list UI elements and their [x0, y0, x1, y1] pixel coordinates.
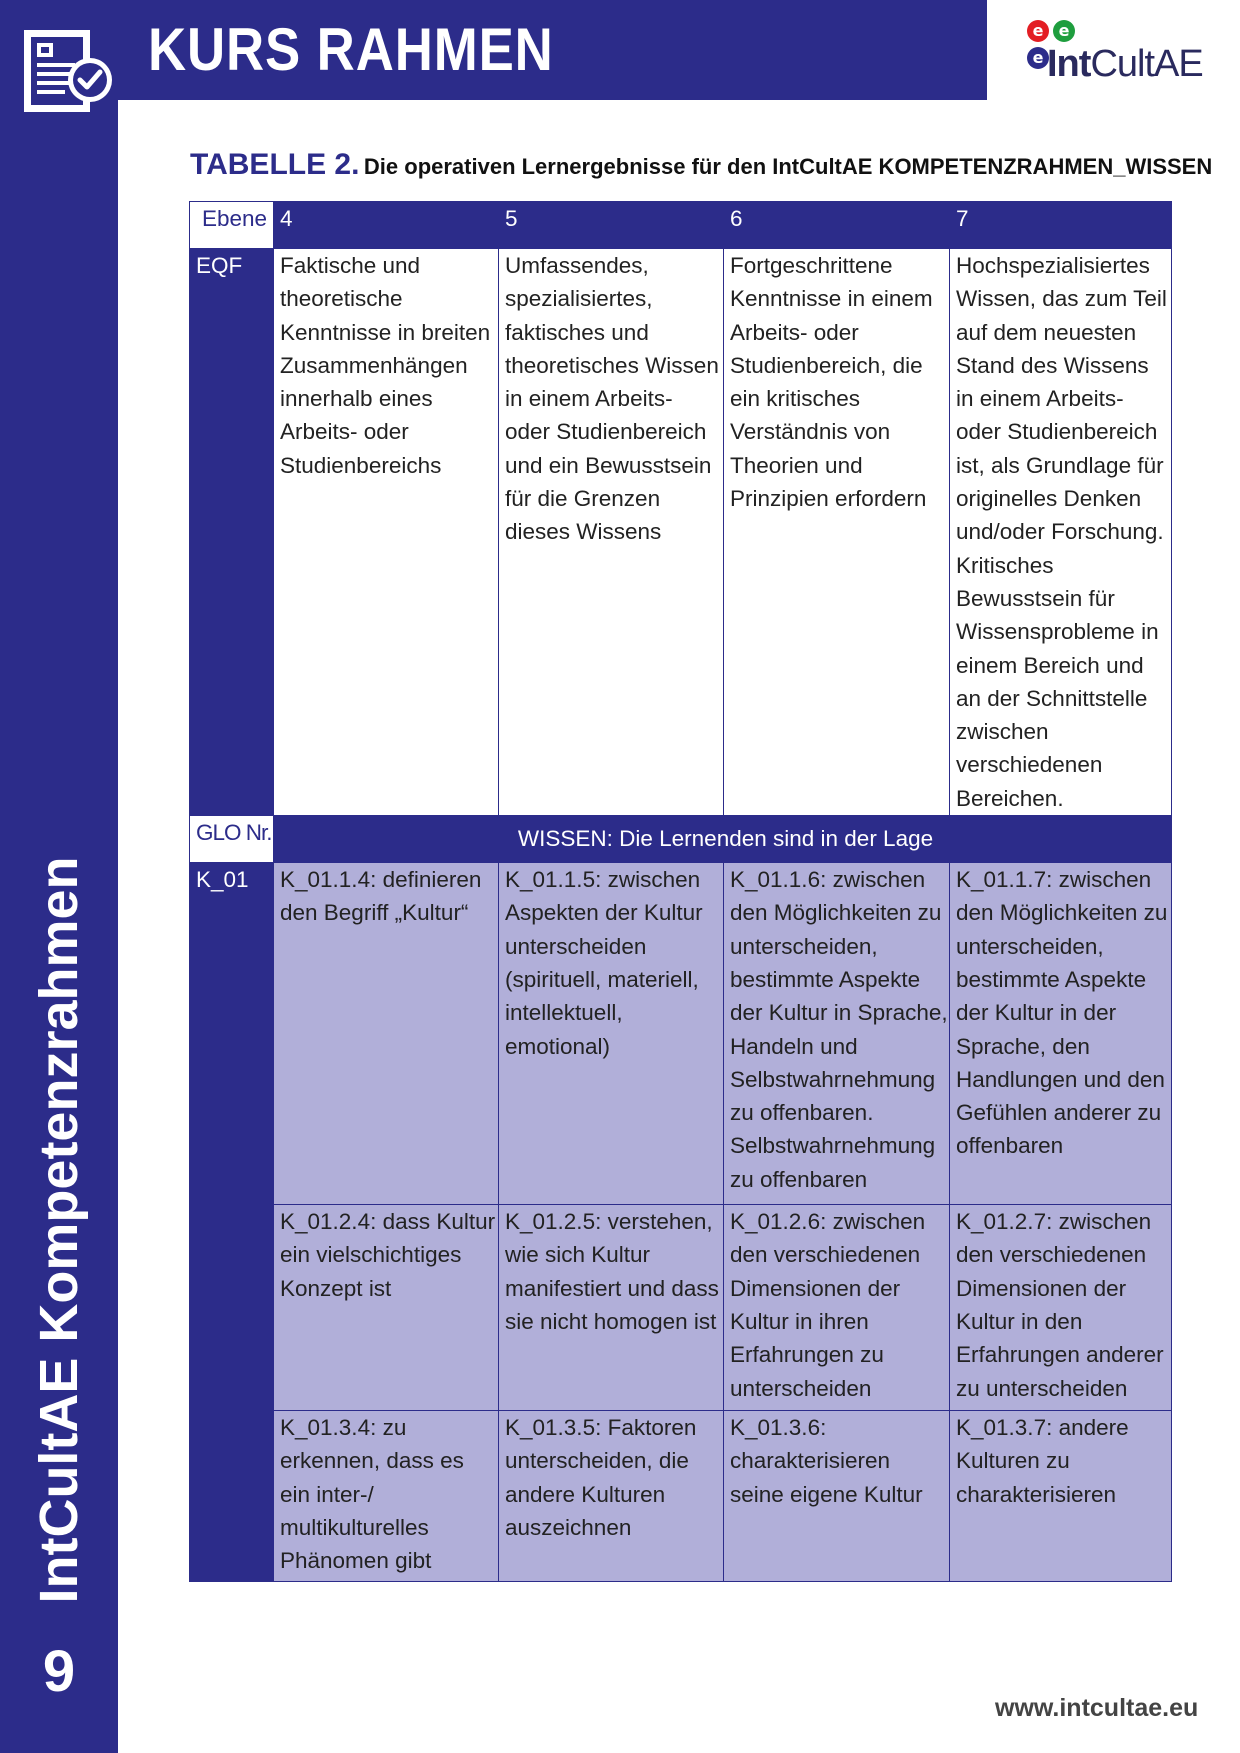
outcome-cell: K_01.1.4: definieren den Begriff „Kultur“ [274, 863, 499, 1205]
outcome-cell: K_01.2.5: verstehen, wie sich Kultur manifestiert und dass sie nicht homogen ist [499, 1205, 724, 1411]
page-number: 9 [42, 1639, 76, 1704]
group-label: K_01 [190, 863, 274, 1582]
level-header-label: Ebene [190, 202, 274, 249]
eqf-row [190, 249, 1172, 816]
outcome-cell: K_01.3.5: Faktoren unterscheiden, die andere Kulturen auszeichnen [499, 1411, 724, 1582]
eqf-description: Umfassendes, spezialisiertes, faktisches und theoretisches Wissen in einem Arbeits- oder Studienbereich und ein Bewusstsein für die Grenzen dieses Wissens [499, 249, 724, 816]
svg-text:e: e [1058, 21, 1070, 40]
table-row [190, 1411, 1172, 1582]
outcome-cell: K_01.1.7: zwischen den Möglichkeiten zu unterscheiden, bestimmte Aspekte der Kultur in der Sprache, den Handlungen und den Gefühlen anderer zu offenbaren [950, 863, 1172, 1205]
glo-header-row [190, 816, 1172, 863]
outcome-cell: K_01.2.6: zwischen den verschiedenen Dimensionen der Kultur in ihren Erfahrungen zu unterscheiden [724, 1205, 950, 1411]
outcome-cell: K_01.2.7: zwischen den verschiedenen Dimensionen der Kultur in den Erfahrungen anderer zu unterscheiden [950, 1205, 1172, 1411]
svg-text:e: e [1032, 48, 1044, 67]
eqf-description: Faktische und theoretische Kenntnisse in breiten Zusammenhängen innerhalb eines Arbeits- oder Studienbereichs [274, 249, 499, 816]
outcome-cell: K_01.3.7: andere Kulturen zu charakterisieren [950, 1411, 1172, 1582]
table-caption-text: Die operativen Lernergebnisse für den IntCultAE KOMPETENZRAHMEN_WISSEN [363, 154, 1213, 179]
sidebar-vertical-title: IntCultAE Kompetenzrahmen [29, 856, 89, 1604]
level-number: 7 [950, 202, 1172, 249]
level-number: 5 [499, 202, 724, 249]
table-caption [190, 148, 1212, 182]
glo-number-label: GLO Nr. [190, 816, 274, 863]
eqf-description: Hochspezialisiertes Wissen, das zum Teil auf dem neuesten Stand des Wissens in einem Arbeits- oder Studienbereich ist, als Grundlage für originelles Denken und/oder Forschung. Kritisches Bewusstsein für Wissensprobleme in einem Bereich und an der Schnittstelle zwischen verschiedenen Bereichen. [950, 249, 1172, 816]
level-header-row [190, 202, 1172, 249]
table-caption-label: TABELLE 2. [190, 148, 360, 181]
section-title: WISSEN: Die Lernenden sind in der Lage [274, 816, 1172, 863]
logo-text [1047, 42, 1203, 86]
outcome-cell: K_01.3.6: charakterisieren seine eigene Kultur [724, 1411, 950, 1582]
svg-text:e: e [1032, 21, 1044, 40]
competence-table [189, 201, 1172, 1582]
outcome-cell: K_01.1.6: zwischen den Möglichkeiten zu unterscheiden, bestimmte Aspekte der Kultur in Sprache, Handeln und Selbstwahrnehmung zu offenbaren. Selbstwahrnehmung zu offenbaren [724, 863, 950, 1205]
page-title: KURS RAHMEN [148, 16, 554, 83]
outcome-cell: K_01.3.4: zu erkennen, dass es ein inter-/ multikulturelles Phänomen gibt [274, 1411, 499, 1582]
eqf-description: Fortgeschrittene Kenntnisse in einem Arbeits- oder Studienbereich, die ein kritisches Verständnis von Theorien und Prinzipien erfordern [724, 249, 950, 816]
eqf-label: EQF [190, 249, 274, 816]
table-row [190, 1205, 1172, 1411]
outcome-cell: K_01.1.5: zwischen Aspekten der Kultur unterscheiden (spirituell, materiell, intellektuell, emotional) [499, 863, 724, 1205]
level-number: 4 [274, 202, 499, 249]
footer-url[interactable]: www.intcultae.eu [995, 1694, 1199, 1722]
logo-text-bold: Int [1047, 43, 1091, 85]
outcome-cell: K_01.2.4: dass Kultur ein vielschichtiges Konzept ist [274, 1205, 499, 1411]
level-number: 6 [724, 202, 950, 249]
table-row [190, 863, 1172, 1205]
document-checklist-icon [20, 22, 116, 128]
logo-text-rest: CultAE [1090, 43, 1203, 85]
